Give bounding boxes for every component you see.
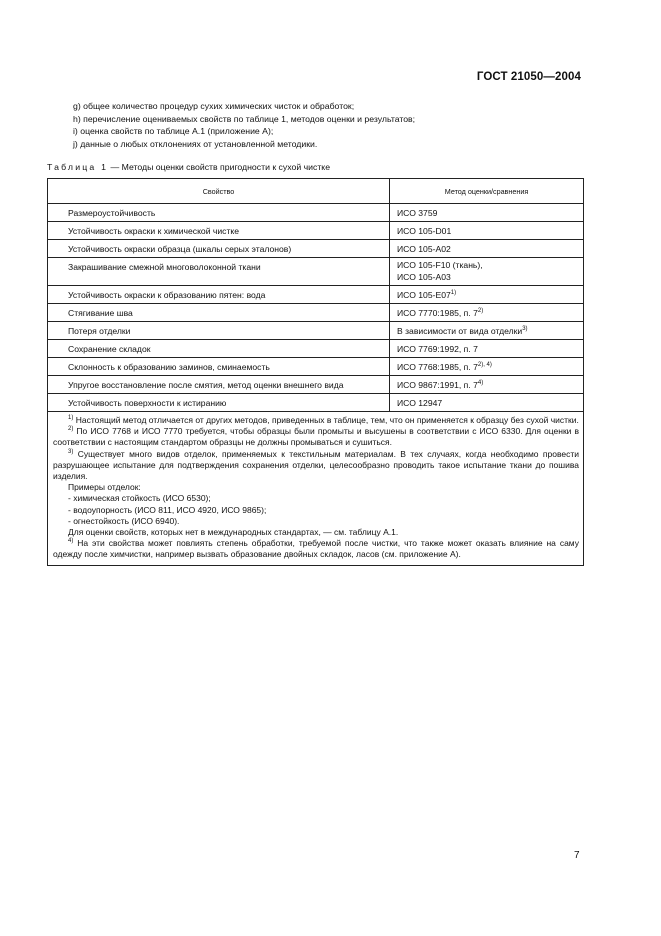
- property-cell: Устойчивость окраски к образованию пятен: вода: [48, 286, 390, 304]
- property-cell: Стягивание шва: [48, 304, 390, 322]
- table-row: [48, 304, 584, 322]
- table-row: [48, 322, 584, 340]
- footnote-ref: 2): [477, 307, 484, 314]
- method-cell: ИСО 7769:1992, п. 7: [390, 340, 584, 358]
- property-cell: Склонность к образованию заминов, сминаемость: [48, 358, 390, 376]
- table-row: [48, 240, 584, 258]
- table-notes: [48, 412, 584, 566]
- footnote-3: [53, 449, 579, 483]
- footnote-ref: 4): [477, 379, 484, 386]
- table-row: [48, 222, 584, 240]
- methods-table: [47, 178, 584, 566]
- table-row: [48, 340, 584, 358]
- table-row: [48, 286, 584, 304]
- footnote-mark: 3): [68, 448, 74, 455]
- method-cell: ИСО 12947: [390, 394, 584, 412]
- property-cell: Устойчивость окраски к химической чистке: [48, 222, 390, 240]
- footnote-ref: 1): [450, 289, 457, 296]
- footnote-text: Существует много видов отделок, применяемых к текстильным материалам. В тех случаях, когда необходимо провести разрушающее испытание для подтверждения сохранения отделки, целесообразно проводить такое испытание ткани до пошива изделия.: [53, 448, 579, 482]
- list-item: g) общее количество процедур сухих химических чисток и обработок;: [73, 101, 355, 111]
- other-properties-note: Для оценки свойств, которых нет в международных стандартах, — см. таблицу А.1.: [68, 527, 399, 538]
- table-row: [48, 204, 584, 222]
- property-cell: Упругое восстановление после смятия, метод оценки внешнего вида: [48, 376, 390, 394]
- method-cell: [390, 286, 584, 304]
- property-cell: Закрашивание смежной многоволоконной ткани: [48, 258, 390, 286]
- method-cell: ИСО 3759: [390, 204, 584, 222]
- method-line: ИСО 105-А03: [397, 271, 451, 282]
- footnote-text: По ИСО 7768 и ИСО 7770 требуется, чтобы образцы были промыты и высушены в соответствии с ИСО 6330. Для оценки в соответствии с настоящим стандартом образцы не должны промываться и сушиться.: [53, 426, 579, 448]
- footnote-4: [53, 538, 579, 560]
- footnote-1: [53, 415, 579, 426]
- method-cell: [390, 258, 584, 286]
- column-header-property: Свойство: [48, 179, 390, 204]
- property-cell: Потеря отделки: [48, 322, 390, 340]
- method-text: ИСО 7770:1985, п. 7: [397, 307, 478, 318]
- example-item: - огнестойкость (ИСО 6940).: [68, 515, 180, 526]
- method-cell: [390, 304, 584, 322]
- table-notes-row: [48, 412, 584, 566]
- footnote-mark: 2): [68, 426, 74, 433]
- method-text: В зависимости от вида отделки: [397, 325, 523, 336]
- footnote-text: На эти свойства может повлиять степень обработки, требуемой после чистки, что также может оказать влияние на саму одежду после химчистки, например вызвать образование двойных складок, ласов (см. приложение А).: [53, 538, 579, 560]
- table-header-row: [48, 179, 584, 204]
- method-text: ИСО 7768:1985, п. 7: [397, 361, 478, 372]
- footnote-2: [53, 426, 579, 448]
- table-caption: [47, 162, 330, 172]
- property-cell: Сохранение складок: [48, 340, 390, 358]
- method-cell: ИСО 105-А02: [390, 240, 584, 258]
- footnote-mark: 1): [68, 415, 74, 422]
- column-header-method: Метод оценки/сравнения: [390, 179, 584, 204]
- list-item: i) оценка свойств по таблице А.1 (приложение А);: [73, 126, 274, 137]
- table-row: [48, 376, 584, 394]
- example-item: - химическая стойкость (ИСО 6530);: [68, 493, 211, 504]
- method-cell: [390, 376, 584, 394]
- method-cell: [390, 322, 584, 340]
- footnote-text: Настоящий метод отличается от других методов, приведенных в таблице, тем, что он применяется к образцу без сухой чистки.: [75, 415, 579, 425]
- table-row: [48, 358, 584, 376]
- method-cell: [390, 358, 584, 376]
- table-row: [48, 394, 584, 412]
- method-text: ИСО 9867:1991, п. 7: [397, 379, 478, 390]
- footnote-ref: 3): [522, 325, 528, 332]
- property-cell: Устойчивость окраски образца (шкалы серых эталонов): [48, 240, 390, 258]
- footnote-ref: 2), 4): [477, 361, 492, 368]
- table-caption-label: Таблица 1: [47, 162, 109, 172]
- method-line: ИСО 105-F10 (ткань),: [397, 260, 483, 270]
- list-item: j) данные о любых отклонениях от установленной методики.: [73, 138, 318, 149]
- page-number: 7: [574, 850, 580, 861]
- property-cell: Устойчивость поверхности к истиранию: [48, 394, 390, 412]
- method-text: ИСО 105-E07: [397, 289, 451, 300]
- requirements-list: [73, 100, 415, 150]
- examples-title: Примеры отделок:: [68, 482, 141, 493]
- table-caption-text: — Методы оценки свойств пригодности к сухой чистке: [108, 162, 331, 172]
- footnote-mark: 4): [68, 538, 74, 545]
- list-item: h) перечисление оцениваемых свойств по таблице 1, методов оценки и результатов;: [73, 113, 416, 124]
- document-header: ГОСТ 21050—2004: [476, 71, 581, 83]
- example-item: - водоупорность (ИСО 811, ИСО 4920, ИСО 9865);: [68, 504, 267, 515]
- method-cell: ИСО 105-D01: [390, 222, 584, 240]
- property-cell: Размероустойчивость: [48, 204, 390, 222]
- table-row: [48, 258, 584, 286]
